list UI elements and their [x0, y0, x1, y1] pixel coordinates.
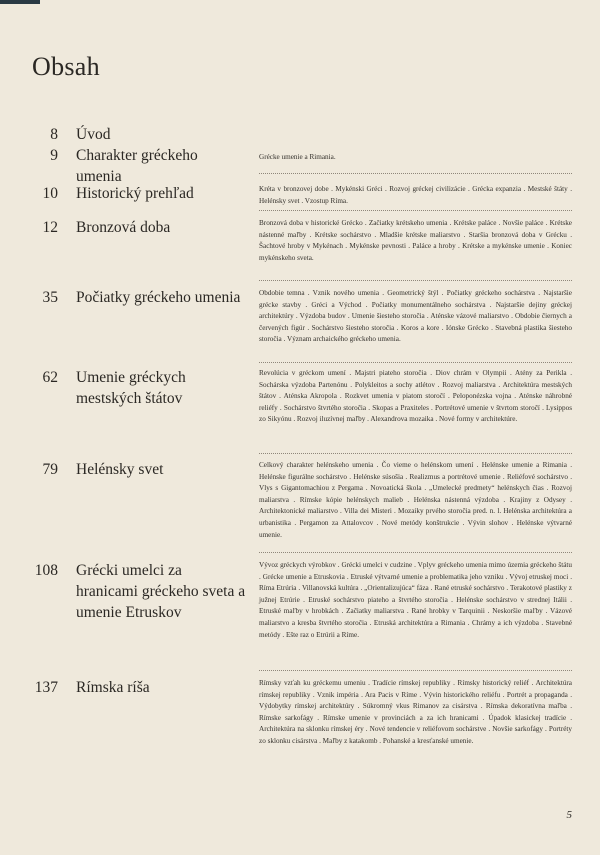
toc-page-number: 8	[50, 126, 58, 143]
toc-chapter-summary: Obdobie temna . Vznik nového umenia . Geometrický štýl . Počiatky gréckeho sochárstva . Najstaršie grécke stavby . Gréci a Východ . Počiatky monumentálneho sochárstva . Najstaršie dejiny gréckej architektúry . Výzdoba budov . Umenie šiesteho storočia . Aténske vázové maliarstvo . Obdobie čiernych a červených figúr . Sochárstvo šiesteho storočia . Koros a kore . Iónske Grécko . Stavebná plastika šiesteho storočia . Význam archaického gréckeho umenia.	[259, 289, 572, 344]
toc-chapter-title: Umenie gréckych mestských štátov	[76, 369, 186, 407]
toc-page-number: 10	[42, 185, 58, 202]
page-title: Obsah	[32, 52, 100, 81]
toc-chapter-title: Počiatky gréckeho umenia	[76, 289, 241, 306]
toc-page-number: 12	[42, 219, 58, 236]
toc-page-number: 35	[42, 289, 58, 306]
dotted-divider	[259, 362, 572, 363]
dotted-divider	[259, 670, 572, 671]
toc-chapter-title: Grécki umelci za hranicami gréckeho sveta a umenie Etruskov	[76, 562, 246, 621]
toc-chapter-summary: Kréta v bronzovej dobe . Mykénski Gréci . Rozvoj gréckej civilizácie . Grécka expanzia . Mestské štáty . Helénsky svet . Vzostup Ríma.	[259, 185, 572, 205]
dotted-divider	[259, 552, 572, 553]
toc-page-number: 79	[42, 461, 58, 478]
toc-chapter-summary: Grécke umenie a Rimania.	[259, 153, 336, 161]
page-number: 5	[566, 809, 572, 821]
toc-chapter-title: Helénsky svet	[76, 461, 164, 478]
toc-chapter-title: Bronzová doba	[76, 219, 171, 236]
dotted-divider	[259, 210, 572, 211]
toc-chapter-summary: Celkový charakter helénskeho umenia . Čo vieme o helénskom umení . Helénske umenie a Rimania . Helénske figurálne sochárstvo . Helénske súsošia . Realizmus a portrétové umenie . Reliéfové sochárstvo . Vlys s Gigantomachiou z Pergama . Novoatická škola . „Umelecké predmety“ helénskych čias . Rozvoj maliarstva . Rímske kópie helénskych malieb . Helénska nástenná výzdoba . Krajiny z Odysey . Architektonické maliarstvo . Villa dei Misteri . Mozaiky prvého storočia pred. n. l. Helénska architektúra a urbanistika . Pergamon za Attalovcov . Nové metódy konštrukcie . Vývin slohov . Helénske výtvarné umenie.	[259, 461, 572, 539]
toc-page-number: 108	[34, 562, 58, 579]
toc-chapter-summary: Bronzová doba v historické Grécko . Začiatky krétskeho umenia . Krétske paláce . Novšie paláce . Krétske nástenné maľby . Krétske sochárstvo . Mladšie krétske maliarstvo . Staršia bronzová doba v Grécku . Šachtové hroby v Mykénach . Mykénske pevnosti . Paláce a hroby . Krétske a mykénske umenie . Koniec mykénskeho sveta.	[259, 219, 572, 262]
toc-chapter-summary: Vývoz gréckych výrobkov . Grécki umelci v cudzine . Vplyv gréckeho umenia mimo územia gréckeho štátu . Grécke umenie a Etruskovia . Etruské výtvarné umenie a problematika jeho vzniku . Vývoj etruskej moci . Ríma Etrúria . Villanovská kultúra . „Orientalizujúca“ fáza . Rané etruské sochárstvo . Terakotové plastiky z južnej Etrúrie . Etruské sochárstvo piateho a štvrtého storočia . Helénske sochárstvo v strednej Itálii . Etruské maľby v hrobkách . Začiatky maliarstva . Rané hrobky v Tarquinii . Neskoršie maľby . Vázové maliarstvo a kresba štvrtého storočia . Etruská architektúra a Rimania . Chrámy a ich výzdoba . Stavebné metódy . Ešte raz o Etrúrii a Ríme.	[259, 561, 572, 639]
toc-chapter-summary: Rímsky vzťah ku gréckemu umeniu . Tradície rímskej republiky . Rímsky historický reliéf . Architektúra rímskej republiky . Vznik impéria . Ara Pacis v Ríme . Vývin historického reliéfu . Portrét a propaganda . Výdobytky rímskej architektúry . Súkromný vkus Rimanov za cisárstva . Rímska dekoratívna maľba . Rímske sarkofágy . Rímske umenie v provinciách a za ich hranicami . Úpadok klasickej tradície . Architektúra na sklonku rímskej éry . Nové tendencie v reliéfovom sochárstve . Novšie sarkofágy . Portréty zo sklonku cisárstva . Maľby z katakomb . Pohanské a kresťanské umenie.	[259, 679, 572, 745]
toc-page-number: 137	[34, 679, 58, 696]
toc-page-number: 62	[42, 369, 58, 386]
toc-chapter-title: Historický prehľad	[76, 185, 194, 202]
toc-chapter-summary: Revolúcia v gréckom umení . Majstri piateho storočia . Diov chrám v Olympii . Atény za Perikla . Sochárska výzdoba Partenónu . Polykleitos a sochy atlétov . Rozvoj maliarstva . Architektúra mestských štátov . Aténska Akropola . Rozkvet umenia v piatom storočí . Peloponézska vojna . Aténske náhrobné reliéfy . Sochárstvo štvrtého storočia . Skopas a Praxiteles . Portrétové umenie v štvrtom storočí . Lysippos zo Sikyónu . Rozvoj iluzívnej maľby . Alexandrova mozaika . Nové formy v architektúre.	[259, 369, 572, 424]
dotted-divider	[259, 280, 572, 281]
corner-mark	[0, 0, 40, 4]
toc-chapter-title: Rímska ríša	[76, 679, 150, 696]
toc-chapter-title: Úvod	[76, 126, 111, 143]
toc-chapter-title: Charakter gréckeho umenia	[76, 147, 198, 185]
dotted-divider	[259, 453, 572, 454]
dotted-divider	[259, 173, 572, 174]
toc-page-number: 9	[50, 147, 58, 164]
